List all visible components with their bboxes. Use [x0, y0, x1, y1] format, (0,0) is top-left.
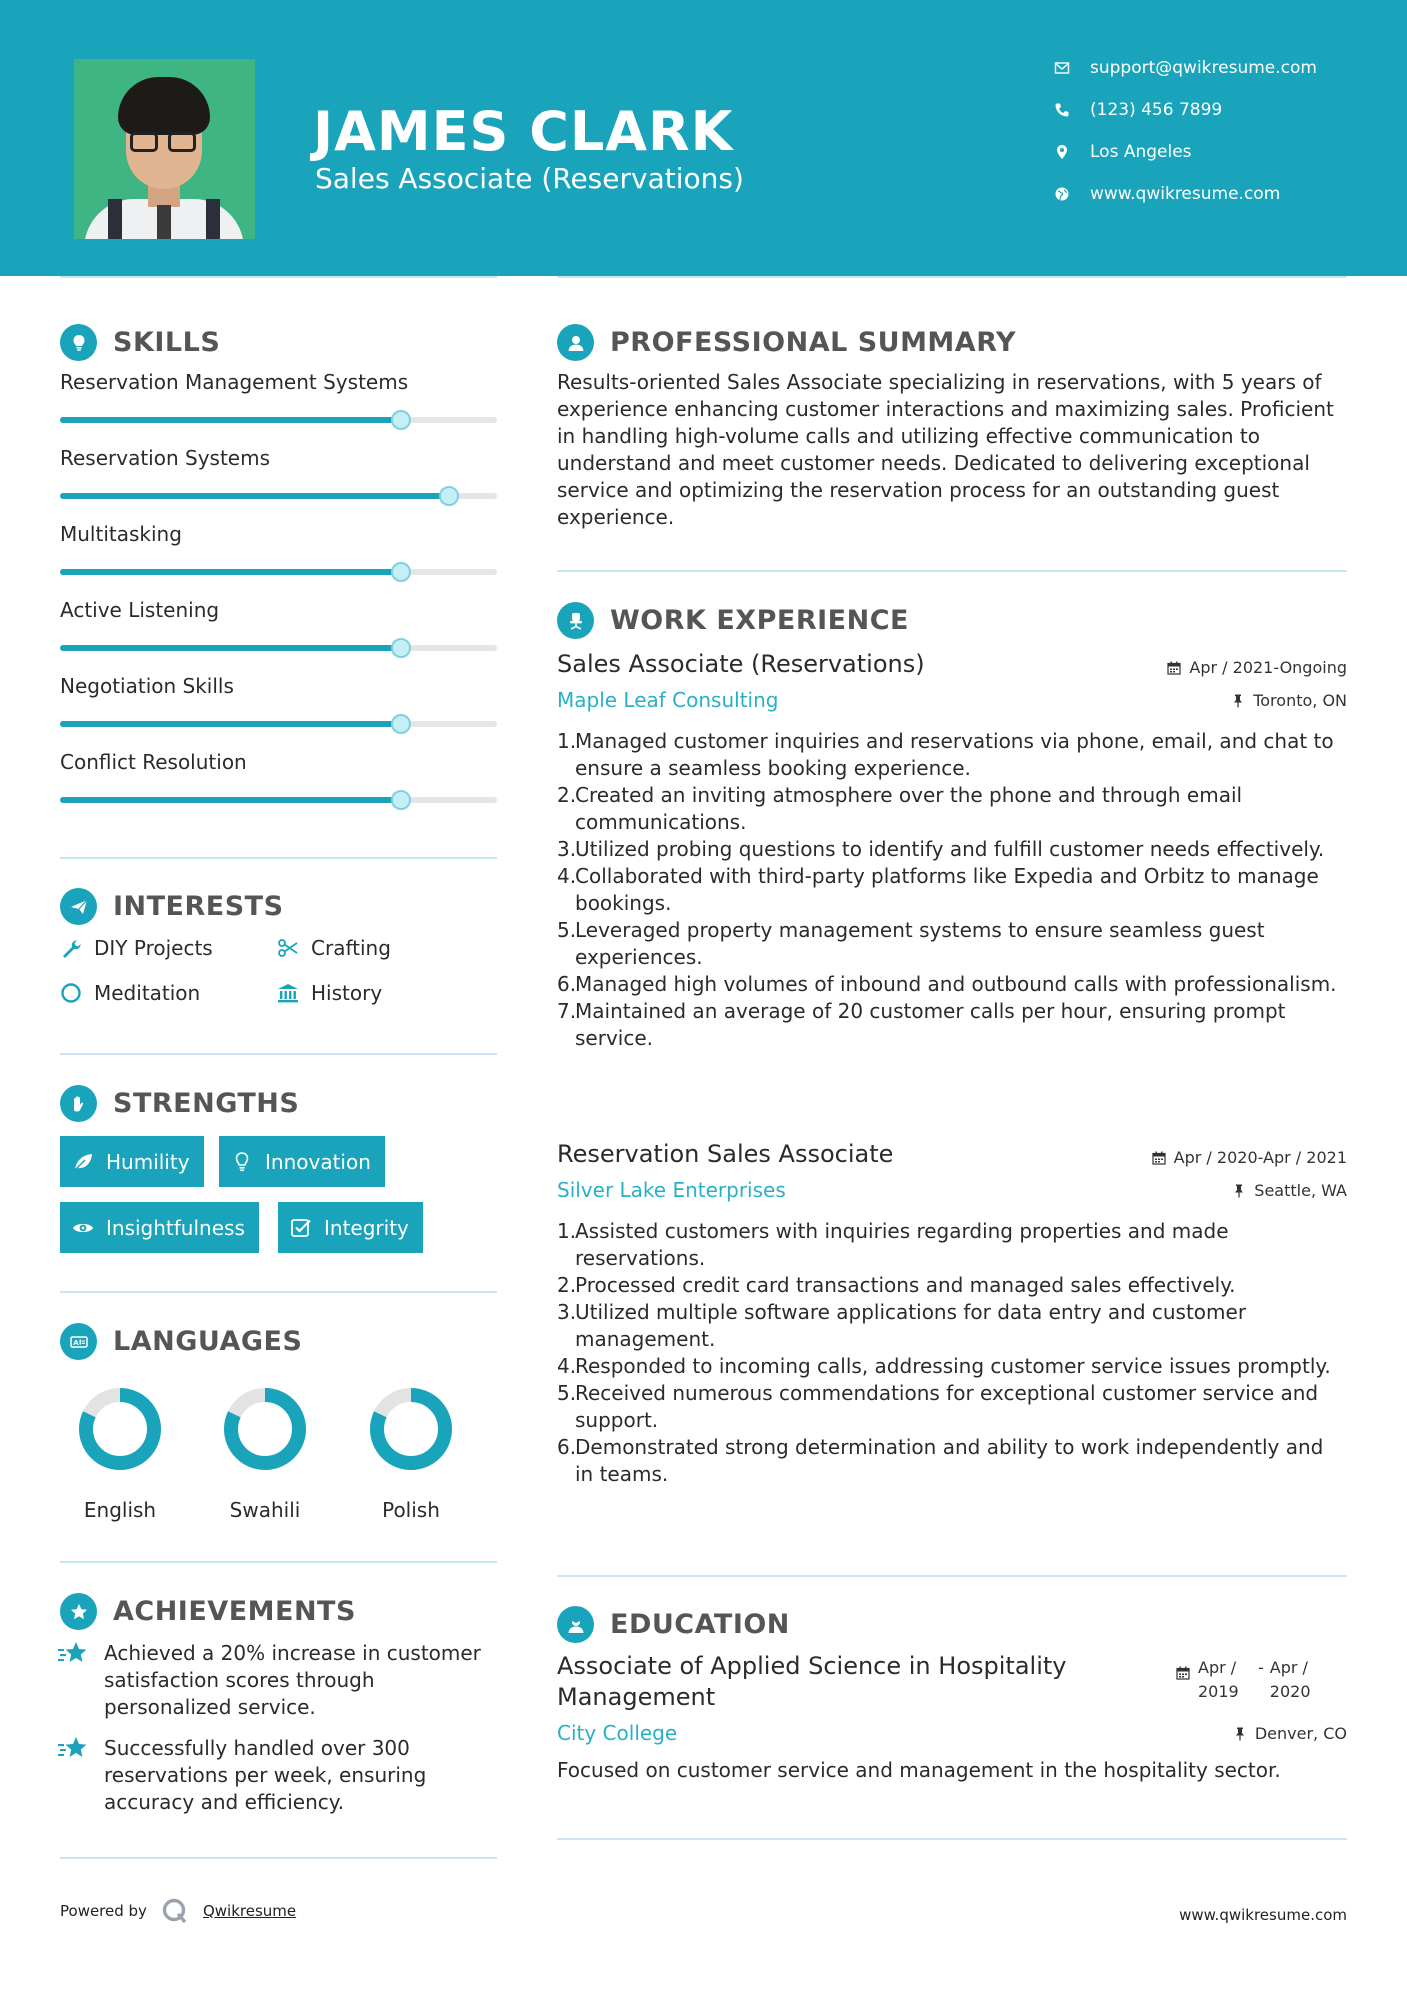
contact-website-text: www.qwikresume.com: [1090, 184, 1281, 204]
school-name: City College: [557, 1721, 678, 1745]
profile-photo: [74, 59, 255, 239]
company-name: Maple Leaf Consulting: [557, 688, 779, 712]
interest-item-crafting: [277, 936, 391, 960]
strength-label: Innovation: [265, 1149, 371, 1174]
lightbulb-icon: [60, 324, 97, 361]
skill-label: Reservation Management Systems: [60, 370, 409, 394]
eye-icon: [72, 1217, 94, 1239]
footer-brand-link[interactable]: Qwikresume: [202, 1902, 297, 1920]
user-icon: [557, 324, 594, 361]
skill-level-knob: [391, 562, 411, 582]
strength-chip-insightfulness: [60, 1202, 259, 1253]
skill-level-fill: [60, 797, 401, 803]
job-dates-text: Apr / 2021-Ongoing: [1189, 658, 1347, 677]
company-name: Silver Lake Enterprises: [557, 1178, 786, 1202]
calendar-icon: [1152, 1151, 1166, 1165]
strengths-divider: [60, 1291, 497, 1293]
languages-title: LANGUAGES: [113, 1326, 303, 1357]
check-square-icon: [290, 1217, 312, 1239]
skill-level-fill: [60, 493, 449, 499]
interest-item-meditation: [60, 981, 200, 1005]
powered-by-text: Powered by: [60, 1902, 147, 1920]
education-end-date: Apr / 2020: [1269, 1658, 1311, 1701]
job-dates-text: Apr / 2020-Apr / 2021: [1173, 1148, 1347, 1167]
contact-phone-text: (123) 456 7899: [1090, 100, 1223, 120]
experience-divider: [557, 1575, 1347, 1577]
lightbulb-icon: [231, 1151, 253, 1173]
skill-level-bar: [60, 569, 497, 575]
strengths-heading: [60, 1085, 299, 1122]
skills-title: SKILLS: [113, 327, 221, 358]
language-label: Swahili: [229, 1498, 301, 1522]
job-duties-list: [557, 1218, 1347, 1488]
education-title: EDUCATION: [610, 1609, 790, 1640]
duty-item: 4.Collaborated with third-party platforms like Expedia and Orbitz to manage bookings.: [557, 864, 1319, 915]
duty-item: 3.Utilized multiple software applications for data entry and customer management.: [557, 1300, 1247, 1351]
duty-item: 1.Assisted customers with inquiries regarding properties and made reservations.: [557, 1219, 1229, 1270]
globe-icon: [1052, 184, 1072, 204]
education-date-separator: -: [1258, 1658, 1264, 1677]
experience-title: WORK EXPERIENCE: [610, 605, 909, 636]
education-start-date: Apr / 2019: [1198, 1658, 1239, 1701]
achievements-heading: [60, 1593, 356, 1630]
language-donut: [220, 1384, 310, 1474]
candidate-title: Sales Associate (Reservations): [315, 162, 744, 195]
job-title: Sales Associate (Reservations): [557, 650, 925, 678]
interest-label: Meditation: [94, 981, 201, 1005]
phone-icon: [1052, 100, 1072, 120]
job-location-text: Toronto, ON: [1253, 691, 1347, 710]
leaf-icon: [72, 1151, 94, 1173]
language-donut: [75, 1384, 165, 1474]
interest-item-history: [277, 981, 382, 1005]
candidate-name: JAMES CLARK: [313, 100, 734, 163]
interest-item-diy: [60, 936, 213, 960]
strengths-title: STRENGTHS: [113, 1088, 300, 1119]
calendar-icon: [1167, 661, 1181, 675]
skill-level-knob: [391, 410, 411, 430]
job-location: [1231, 691, 1347, 710]
skill-level-knob: [391, 790, 411, 810]
svg-text:A: A: [72, 1338, 79, 1347]
language-label: English: [83, 1498, 157, 1522]
strength-chip-innovation: [219, 1136, 385, 1187]
skill-level-fill: [60, 569, 401, 575]
office-chair-icon: [557, 602, 594, 639]
duty-item: 7.Maintained an average of 20 customer calls per hour, ensuring prompt service.: [557, 999, 1286, 1050]
mail-icon: [1052, 58, 1072, 78]
skill-level-fill: [60, 645, 401, 651]
job-location: [1232, 1181, 1347, 1200]
contact-location: [1052, 142, 1192, 162]
wrench-icon: [60, 937, 82, 959]
duty-item: 2.Created an inviting atmosphere over the phone and through email communications.: [557, 783, 1243, 834]
achievement-text: Achieved a 20% increase in customer satisfaction scores through personalized service.: [104, 1641, 481, 1719]
contact-phone[interactable]: [1052, 100, 1222, 120]
contact-location-text: Los Angeles: [1090, 142, 1192, 162]
skill-level-bar: [60, 417, 497, 423]
interests-title: INTERESTS: [113, 891, 284, 922]
education-heading: [557, 1606, 790, 1643]
education-dates: [1176, 1656, 1324, 1704]
star-icon: [58, 1735, 90, 1763]
interest-label: History: [311, 981, 383, 1005]
skill-level-bar: [60, 645, 497, 651]
calendar-icon: [1176, 1666, 1190, 1680]
scissors-icon: [277, 937, 299, 959]
duty-item: 3.Utilized probing questions to identify and fulfill customer needs effectively.: [557, 837, 1325, 861]
summary-title: PROFESSIONAL SUMMARY: [610, 327, 1017, 358]
duty-item: 6.Managed high volumes of inbound and outbound calls with professionalism.: [557, 972, 1337, 996]
strength-label: Integrity: [324, 1215, 409, 1240]
strength-chip-integrity: [278, 1202, 423, 1253]
footer-url[interactable]: www.qwikresume.com: [1179, 1906, 1347, 1924]
language-label: Polish: [382, 1498, 440, 1522]
strength-label: Humility: [106, 1149, 190, 1174]
header-divider-right: [557, 276, 1347, 278]
interest-label: DIY Projects: [94, 936, 213, 960]
skill-level-fill: [60, 417, 401, 423]
languages-heading: [60, 1323, 302, 1360]
institution-icon: [277, 982, 299, 1004]
achievement-item: [58, 1640, 508, 1721]
header-divider-left: [60, 276, 497, 278]
skill-label: Reservation Systems: [60, 446, 271, 470]
circle-icon: [60, 982, 82, 1004]
achievement-text: Successfully handled over 300 reservations per week, ensuring accuracy and efficiency.: [104, 1736, 427, 1814]
qwikresume-logo-icon: [161, 1897, 189, 1925]
achievements-title: ACHIEVEMENTS: [113, 1596, 356, 1627]
job-dates: [1167, 658, 1347, 677]
skill-label: Negotiation Skills: [60, 674, 234, 698]
language-item-english: [50, 1384, 190, 1522]
degree-title: Associate of Applied Science in Hospitality Management: [557, 1652, 1067, 1711]
interest-label: Crafting: [311, 936, 391, 960]
summary-divider: [557, 570, 1347, 572]
skill-label: Multitasking: [60, 522, 182, 546]
paper-plane-icon: [60, 888, 97, 925]
graduate-icon: [557, 1606, 594, 1643]
skills-divider: [60, 857, 497, 859]
interests-heading: [60, 888, 284, 925]
skill-level-knob: [391, 714, 411, 734]
job-title: Reservation Sales Associate: [557, 1140, 894, 1168]
skills-heading: [60, 324, 220, 361]
strength-chip-humility: [60, 1136, 204, 1187]
pushpin-icon: [1231, 694, 1245, 708]
pushpin-icon: [1232, 1184, 1246, 1198]
duty-item: 6.Demonstrated strong determination and ability to work independently and in teams.: [557, 1435, 1324, 1486]
duty-item: 2.Processed credit card transactions and managed sales effectively.: [557, 1273, 1236, 1297]
job-duties-list: [557, 728, 1347, 1052]
languages-divider: [60, 1561, 497, 1563]
contact-email[interactable]: [1052, 58, 1317, 78]
footer-powered-by: [60, 1897, 296, 1925]
skill-label: Conflict Resolution: [60, 750, 247, 774]
skill-level-bar: [60, 493, 497, 499]
education-description: Focused on customer service and management in the hospitality sector.: [557, 1758, 1281, 1782]
hand-icon: [60, 1085, 97, 1122]
education-location-text: Denver, CO: [1254, 1724, 1347, 1743]
education-divider: [557, 1838, 1347, 1840]
duty-item: 1.Managed customer inquiries and reservations via phone, email, and chat to ensure a seamless booking experience.: [557, 729, 1334, 780]
summary-text: Results-oriented Sales Associate specializing in reservations, with 5 years of experience enhancing customer interactions and maximizing sales. Proficient in handling high-volume calls and utilizing effective communication to understand and meet customer needs. Dedicated to delivering exceptional service and optimizing the reservation process for an outstanding guest experience.: [557, 370, 1334, 529]
interests-divider: [60, 1053, 497, 1055]
language-item-swahili: [195, 1384, 335, 1522]
language-donut: [366, 1384, 456, 1474]
achievements-divider: [60, 1857, 497, 1859]
skill-level-bar: [60, 797, 497, 803]
location-pin-icon: [1052, 142, 1072, 162]
skill-level-knob: [439, 486, 459, 506]
summary-heading: [557, 324, 1016, 361]
language-icon: [60, 1323, 97, 1360]
contact-email-text: support@qwikresume.com: [1090, 58, 1317, 78]
experience-heading: [557, 602, 909, 639]
job-dates: [1152, 1148, 1347, 1167]
star-icon: [58, 1640, 90, 1668]
skill-level-knob: [391, 638, 411, 658]
star-icon: [60, 1593, 97, 1630]
education-location: [1233, 1724, 1347, 1743]
achievement-item: [58, 1735, 508, 1816]
duty-item: 5.Received numerous commendations for exceptional customer service and support.: [557, 1381, 1319, 1432]
pushpin-icon: [1233, 1727, 1247, 1741]
skill-level-fill: [60, 721, 401, 727]
duty-item: 4.Responded to incoming calls, addressing customer service issues promptly.: [557, 1354, 1331, 1378]
skill-level-bar: [60, 721, 497, 727]
job-location-text: Seattle, WA: [1254, 1181, 1347, 1200]
resume-header: [0, 0, 1407, 276]
strength-label: Insightfulness: [106, 1215, 245, 1240]
contact-website[interactable]: [1052, 184, 1280, 204]
duty-item: 5.Leveraged property management systems to ensure seamless guest experiences.: [557, 918, 1265, 969]
skill-label: Active Listening: [60, 598, 220, 622]
language-item-polish: [341, 1384, 481, 1522]
